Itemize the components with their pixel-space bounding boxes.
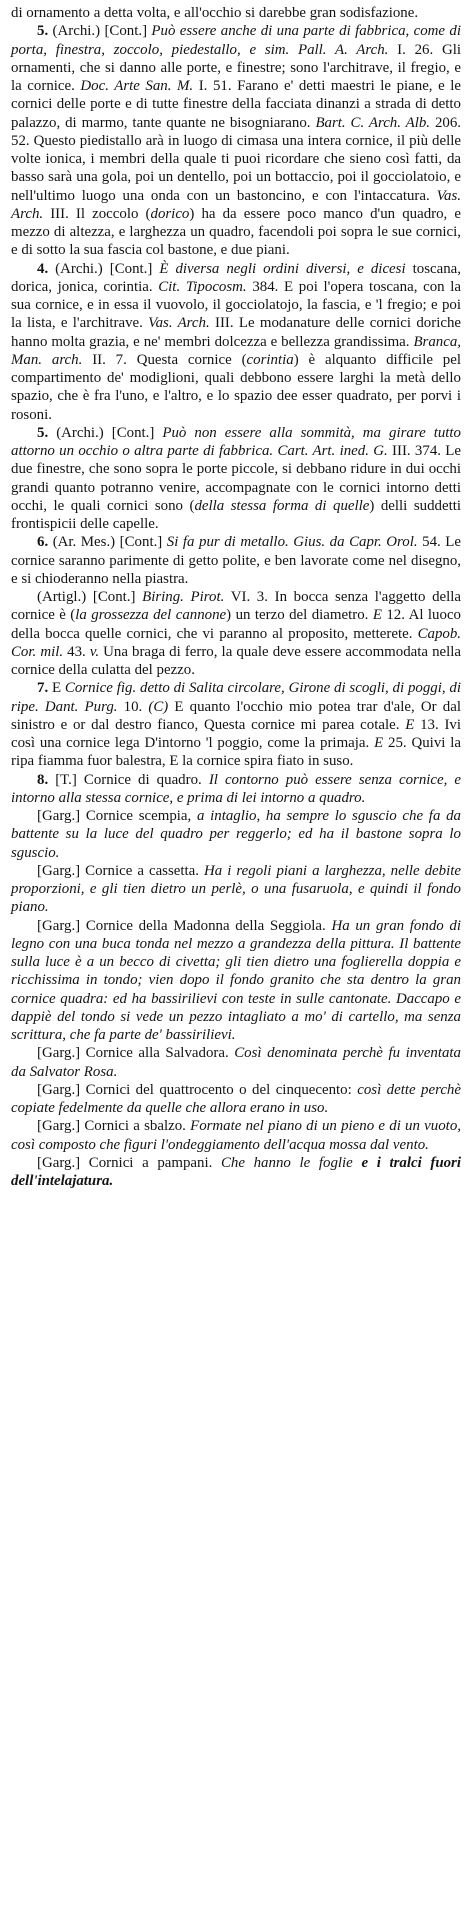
sense-number: 7. — [37, 680, 49, 697]
italic-text: così dette perchè copiate fedelmente da quelle che allora erano in uso. — [11, 1081, 461, 1116]
text-run: [Garg.] Cornici a sbalzo. — [37, 1118, 191, 1135]
italic-text: Cornice — [64, 680, 113, 697]
paragraph-g6 — [11, 1117, 461, 1154]
text-run: II. 7. Questa cornice ( — [82, 351, 247, 368]
text-run: [Garg.] Cornice alla Salvadora. — [37, 1045, 235, 1062]
italic-text: Vas. Arch. — [11, 187, 461, 222]
italic-text: E — [372, 607, 382, 624]
sense-number: 4. — [37, 260, 49, 277]
text-run: 54. Le cornice saranno parimente di getto polite, e ben lavorate come nel disegno, e si chioderanno nella piastra. — [11, 534, 461, 587]
text-run: toscana, dorica, jonica, corintia. — [11, 260, 461, 295]
text-run: 13. Ivi così una cornice lega D'intorno 'l poggio, come la primaja. — [11, 716, 461, 751]
text-run: E quanto l'occhio mio potea trar d'ale, Or dal sinistro e or dal destro fianco, Questa cornice mi parea cotale. — [11, 698, 461, 733]
text-run: (Archi.) [Cont.] — [48, 260, 160, 277]
italic-text: E — [405, 716, 415, 733]
italic-text: Biring. Pirot. — [142, 589, 225, 605]
sense-number: 8. — [37, 771, 49, 788]
text-run: III. Le modanature delle cornici doriche hanno molta grazia, e ne' membri dolcezza e bellezza grandissima. — [11, 315, 461, 350]
paragraph-g7 — [11, 1154, 461, 1191]
bold-italic-text: e i tralci fuori dell'intelajatura. — [11, 1154, 461, 1189]
italic-text: dorico — [150, 205, 190, 222]
italic-text: Può non essere alla sommità, ma girare tutto attorno un occhio o altra parte di fabbrica. — [11, 424, 461, 459]
italic-text: Doc. Arte San. M. — [80, 78, 194, 94]
text-run: ) è alquanto difficile pel compartimento de' modiglioni, quali debbono essere larghi la metà dello spazio, che è fra l'uno, e l'altro, e lo spazio dee esser quadrato, per porvi i rosoni. — [11, 351, 461, 423]
text-run: (Artigl.) [Cont.] — [37, 589, 143, 605]
italic-text: Pall. A. Arch. — [297, 41, 389, 58]
sense-number: 6. — [37, 534, 49, 551]
text-run — [289, 42, 298, 58]
text-run: 25. Quivi la ripa fiamma fuor balestra, E la cornice spira fiato in suso. — [11, 735, 461, 770]
text-run: (Ar. Mes.) [Cont.] — [48, 534, 167, 551]
italic-text: Branca, Man. arch. — [11, 333, 461, 368]
text-run: di ornamento a detta volta, e all'occhio si darebbe gran sodisfazione. — [11, 5, 419, 21]
italic-text: corintia — [246, 351, 294, 368]
text-run: (Archi.) [Cont.] — [48, 23, 152, 40]
italic-text: Cit. Tipocosm. — [158, 278, 247, 295]
italic-text: È diversa negli ordini diversi, e dicesi — [159, 260, 406, 277]
paragraph-g1 — [11, 807, 461, 862]
paragraph-g5 — [11, 1081, 461, 1118]
italic-text: v. — [89, 643, 100, 660]
paragraph-s7 — [11, 679, 461, 770]
italic-text: la grossezza del cannone — [75, 607, 227, 624]
italic-text: a intaglio, ha sempre lo sguscio che fa da battente su la luce del quadro per reggerlo; ed ha il bastone sopra lo sguscio. — [11, 808, 462, 861]
paragraph-s6b — [11, 588, 461, 679]
sense-number: 5. — [37, 23, 49, 40]
text-run: 384. E poi l'opera toscana, con la sua cornice, e in essa il vuovolo, il gocciolatojo, la fascia, e 'l fregio; e poi la lista, e l'architrave. — [11, 278, 462, 332]
paragraph-s6 — [11, 533, 461, 588]
italic-text: Che hanno le foglie — [220, 1154, 362, 1171]
text-run: I. 26. Gli ornamenti, che si danno alle porte, e finestre; sono l'architrave, il fregio, e la cornice. — [11, 41, 461, 94]
text-run: III. Il zoccolo ( — [43, 205, 151, 222]
italic-text: Vas. Arch. — [148, 315, 210, 332]
paragraph-s4 — [11, 260, 461, 424]
paragraph-g4 — [11, 1044, 461, 1081]
text-run: III. 374. Le due finestre, che sono sopra le porte piccole, si debbano ridure in dui occhi grandi quanto potranno venire, accompagnate con le cornici intorno detti occhi, le quali cornici sono ( — [11, 443, 462, 514]
italic-text: Ha i regoli piani a larghezza, nelle debite proporzioni, e gli tien dietro un perlè, o una fusaruola, e quindi il fondo piano. — [11, 862, 461, 916]
paragraph-s5a — [11, 22, 461, 259]
italic-text: Bart. C. Arch. Alb. — [315, 114, 431, 131]
text-run: ) delli suddetti frontispicii delle capelle. — [11, 497, 461, 532]
paragraph-g3 — [11, 917, 461, 1045]
italic-text: Si fa pur di metallo. — [166, 534, 289, 551]
paragraph-s8 — [11, 771, 461, 808]
text-run: 43. — [63, 643, 90, 660]
text-run: [Garg.] Cornici a pampani. — [37, 1154, 221, 1171]
text-run: [Garg.] Cornici del quattrocento o del cinquecento: — [37, 1081, 358, 1098]
text-run: ) ha da essere poco manco d'un quadro, e mezzo di altezza, e larghezza un quadro, facendoli poi sopra le sue cornici, e di sotto la sua fascia col bastone, e due piani. — [11, 205, 461, 259]
paragraph-s5b — [11, 424, 461, 534]
text-run: E — [48, 680, 65, 697]
paragraph-intro — [11, 4, 461, 22]
italic-text: Il contorno può essere senza cornice, e intorno alla stessa cornice, e prima di lei intorno a quadro. — [11, 771, 461, 806]
italic-text: Può essere anche di una parte di fabbrica, come di porta, finestra, zoccolo, piedestallo, e sim. — [11, 23, 461, 58]
italic-text: Capob. Cor. mil. — [11, 625, 461, 660]
text-run: [Garg.] Cornice scempia, — [37, 808, 197, 824]
text-run: I. 51. Farano e' detti maestri le piane, e le cornici delle porte e di tutte finestre della facciata dinanzi a strada di detto palazzo, di marmo, tante quante ne bisogniarano. — [11, 78, 461, 131]
italic-text: Ha un gran fondo di legno con una buca tonda nel mezzo a grandezza della pittura. Il battente sulla luce è a un becco di civetta; gli tien dietro una foglierella doppia e ricchissima in tondo; vien dopo il fondo granito che sta dentro la gran cornice quadra: ed ha bassirilievi con teste in sulle cantonate. Daccapo e dappiè del tondo si vede un pezzo intagliato a mo' di cartello, ma senza scrittura, che fa parte de' bassirilievi. — [11, 917, 461, 1043]
text-run: (Archi.) [Cont.] — [48, 424, 163, 441]
italic-text: Così denominata perchè fu inventata da Salvator Rosa. — [11, 1045, 462, 1080]
text-run: 206. 52. Questo piedistallo arà in luogo di cimasa una intera cornice, il più delle volte ionica, i membri della quale ti puoi ricordare che sieno così fatti, da basso sarà una gola, poi un dentello, poi un bottaccio, poi il gocciolatoio, e nell'ultimo luogo una onda con un bastoncino, e con l'intaccatura. — [11, 114, 462, 204]
italic-text: E — [374, 735, 384, 751]
italic-text: Formate nel piano di un pieno e di un vuoto, così composto che figuri l'ondeggiamento dell'acqua mossa dal vento. — [11, 1118, 461, 1153]
italic-text: fig. detto di Salita circolare, Girone di scogli, di poggi, di ripe. — [11, 680, 461, 715]
sense-number: 5. — [37, 424, 49, 441]
text-run: [T.] Cornice di quadro. — [48, 771, 209, 788]
italic-text: della stessa forma di quelle — [194, 497, 370, 514]
italic-text: Cart. Art. ined. G. — [277, 443, 388, 459]
paragraph-g2 — [11, 862, 461, 917]
text-run: 10. — [117, 698, 149, 715]
text-run: [Garg.] Cornice a cassetta. — [37, 862, 205, 879]
text-run: VI. 3. In bocca senza l'aggetto della cornice è ( — [11, 589, 462, 624]
text-run: ) un terzo del diametro. — [226, 607, 373, 624]
italic-text: (C) — [148, 698, 169, 715]
text-run: 12. Al luoco della bocca quelle cornici, che vi paranno al proposito, metterete. — [11, 607, 461, 642]
italic-text: Dant. Purg. — [44, 698, 118, 715]
text-run: Una braga di ferro, la quale deve essere accommodata nella cornice della culatta del pezzo. — [11, 643, 462, 678]
text-run: [Garg.] Cornice della Madonna della Seggiola. — [37, 917, 332, 934]
italic-text: Gius. da Capr. Orol. — [293, 534, 418, 551]
